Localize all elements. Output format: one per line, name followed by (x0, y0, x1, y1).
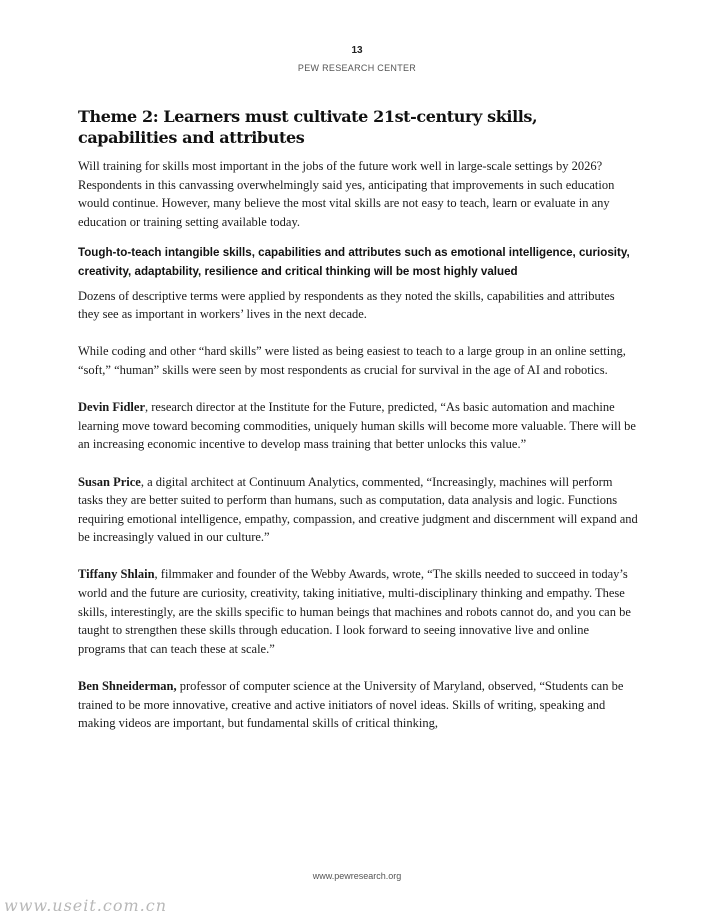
watermark: www.useit.com.cn (4, 896, 168, 915)
quote-text: , filmmaker and founder of the Webby Awards, wrote, “The skills needed to succeed in today’s world and the future are curiosity, creativity, taking initiative, multi-disciplinary thinking and empathy. These skills, interestingly, are the skills specific to human beings that machines and robots cannot do, and you can be taught to strengthen these skills through education. I look forward to seeing innovative live and online programs that can teach these at scale.” (78, 567, 631, 656)
footer-url: www.pewresearch.org (312, 871, 402, 881)
subheading: Tough-to-teach intangible skills, capabilities and attributes such as emotional intelligence, curiosity, creativity, adaptability, resilience and critical thinking will be most highly valued (78, 246, 630, 278)
intro-paragraph: Will training for skills most important in the jobs of the future work well in large-scale settings by 2026? Respondents in this canvassing overwhelmingly said yes, anticipating that improvements in such education would continue. However, many believe the most vital skills are not easy to teach, learn or evaluate in any education or training setting available today. (78, 159, 615, 229)
quote-text: , a digital architect at Continuum Analytics, commented, “Increasingly, machines will perform tasks they are better suited to perform than humans, such as computation, data analysis and logic. Functions requiring emotional intelligence, empathy, compassion, and creative judgment and discernment will expand and be increasingly valued in our culture.” (78, 474, 638, 545)
quote-text: , research director at the Institute for the Future, predicted, “As basic automation and machine learning move toward becoming commodities, uniquely human skills will become more valuable. There will be an increasing economic incentive to develop mass training that better unlocks this value.” (78, 400, 636, 452)
quote-author: Ben Shneiderman, (78, 679, 177, 694)
quote-paragraph (78, 398, 638, 454)
quote-paragraph (78, 677, 638, 733)
quote-paragraph (78, 473, 638, 547)
section-title: Theme 2: Learners must cultivate 21st-century skills, capabilities and attributes (78, 107, 538, 147)
body-paragraph-1: Dozens of descriptive terms were applied by respondents as they noted the skills, capabilities and attributes they see as important in workers’ lives in the next decade. (78, 288, 615, 322)
document-body (78, 106, 638, 751)
page-number: 13 (351, 45, 363, 56)
organization-name: PEW RESEARCH CENTER (297, 63, 417, 73)
quote-author: Tiffany Shlain (78, 567, 155, 582)
quote-author: Susan Price (78, 474, 141, 489)
quote-text: professor of computer science at the University of Maryland, observed, “Students can be trained to be more innovative, creative and active initiators of novel ideas. Skills of writing, speaking and making videos are important, but fundamental skills of critical thinking, (78, 679, 624, 731)
quote-paragraph (78, 565, 638, 658)
body-paragraph-2: While coding and other “hard skills” were listed as being easiest to teach to a large group in an online setting, “soft,” “human” skills were seen by most respondents as crucial for survival in the age of AI and robotics. (78, 344, 626, 377)
quote-author: Devin Fidler (78, 400, 146, 415)
